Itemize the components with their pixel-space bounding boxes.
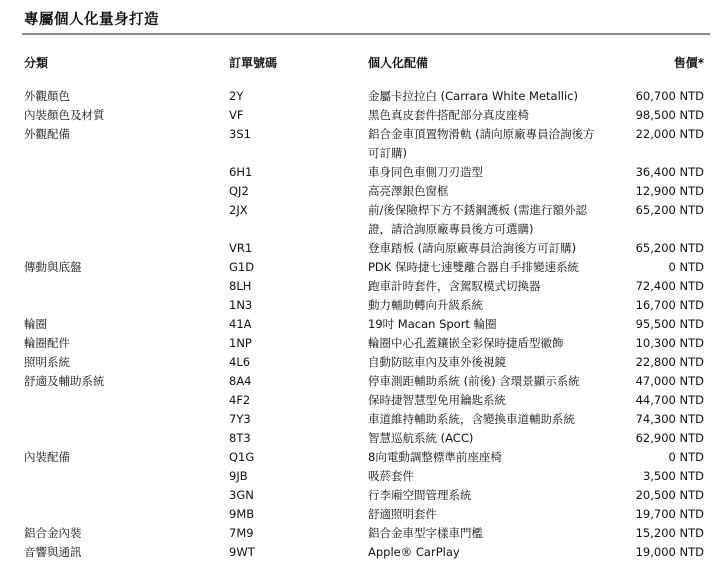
- row-code: 4F2: [229, 393, 251, 407]
- row-price: 19,000 NTD: [635, 545, 704, 559]
- table-row: [0, 87, 720, 106]
- page-title: 專屬個人化量身打造: [24, 12, 159, 28]
- row-code: 4L6: [229, 355, 251, 369]
- table-row: [0, 315, 720, 334]
- table-row: [0, 125, 720, 163]
- row-option: 高亮澤銀色窗框: [368, 184, 449, 198]
- row-code: 7M9: [229, 526, 254, 540]
- row-code: 41A: [229, 317, 252, 331]
- row-code: 8A4: [229, 374, 252, 388]
- row-code: 1NP: [229, 336, 252, 350]
- row-option: 鋁合金車頂置物滑軌 (請向原廠專員洽詢後方可訂購): [368, 127, 595, 160]
- row-option: 車道維持輔助系統，含變換車道輔助系統: [368, 412, 575, 426]
- table-row: [0, 334, 720, 353]
- row-code: 6H1: [229, 165, 253, 179]
- table-row: [0, 239, 720, 258]
- row-option: 黑色真皮套件搭配部分真皮座椅: [368, 108, 529, 122]
- header-code: 訂單號碼: [229, 56, 278, 70]
- row-code: 2Y: [229, 89, 244, 103]
- table-row: [0, 429, 720, 448]
- row-category: 輪圈: [24, 317, 47, 331]
- row-category: 照明系統: [24, 355, 70, 369]
- row-code: 8T3: [229, 431, 251, 445]
- row-price: 3,500 NTD: [642, 469, 704, 483]
- row-category: 內裝配備: [24, 450, 70, 464]
- row-category: 傳動與底盤: [24, 260, 82, 274]
- table-row: [0, 391, 720, 410]
- table-row: [0, 505, 720, 524]
- row-category: 輪圈配件: [24, 336, 70, 350]
- table-row: [0, 106, 720, 125]
- row-code: G1D: [229, 260, 255, 274]
- row-code: Q1G: [229, 450, 255, 464]
- row-price: 62,900 NTD: [635, 431, 704, 445]
- row-option: 行李廂空間管理系統: [368, 488, 472, 502]
- row-option: 19吋 Macan Sport 輪圈: [368, 317, 497, 331]
- row-code: 3S1: [229, 127, 251, 141]
- table-row: [0, 296, 720, 315]
- row-code: VF: [229, 108, 244, 122]
- row-option: 停車測距輔助系統 (前後) 含環景顯示系統: [368, 374, 580, 388]
- row-price: 20,500 NTD: [635, 488, 704, 502]
- table-row: [0, 524, 720, 543]
- row-price: 22,800 NTD: [635, 355, 704, 369]
- row-price: 10,300 NTD: [635, 336, 704, 350]
- row-option: 跑車計時套件，含駕馭模式切換器: [368, 279, 541, 293]
- row-price: 95,500 NTD: [635, 317, 704, 331]
- table-row: [0, 258, 720, 277]
- row-code: 8LH: [229, 279, 252, 293]
- row-option: 保時捷智慧型免用鑰匙系統: [368, 393, 506, 407]
- row-price: 65,200 NTD: [635, 203, 704, 217]
- row-option: 吸菸套件: [368, 469, 414, 483]
- row-price: 15,200 NTD: [635, 526, 704, 540]
- row-code: VR1: [229, 241, 253, 255]
- row-code: 9JB: [229, 469, 248, 483]
- table-row: [0, 543, 720, 562]
- row-option: 輪圈中心孔蓋鑲嵌全彩保時捷盾型徽飾: [368, 336, 564, 350]
- table-row: [0, 163, 720, 182]
- row-price: 72,400 NTD: [635, 279, 704, 293]
- header-category: 分類: [24, 56, 49, 70]
- row-price: 47,000 NTD: [635, 374, 704, 388]
- row-code: 9WT: [229, 545, 255, 559]
- row-option: 登車踏板 (請向原廠專員洽詢後方可訂購): [368, 241, 577, 255]
- row-category: 舒適及輔助系統: [24, 374, 105, 388]
- row-option: Apple® CarPlay: [368, 545, 460, 559]
- row-category: 內裝顏色及材質: [24, 108, 105, 122]
- row-category: 音響與通訊: [24, 545, 82, 559]
- row-price: 65,200 NTD: [635, 241, 704, 255]
- row-code: 2JX: [229, 203, 248, 217]
- table-row: [0, 182, 720, 201]
- row-price: 98,500 NTD: [635, 108, 704, 122]
- row-category: 外觀配備: [24, 127, 70, 141]
- table-row: [0, 486, 720, 505]
- table-row: [0, 353, 720, 372]
- row-option: 自動防眩車內及車外後視鏡: [368, 355, 506, 369]
- row-option: 前/後保險桿下方不銹鋼護板 (需進行額外認證，請洽詢原廠專員後方可選購): [368, 203, 588, 236]
- row-option: 車身同色車側刀刃造型: [368, 165, 483, 179]
- row-price: 16,700 NTD: [635, 298, 704, 312]
- row-price: 0 NTD: [668, 260, 704, 274]
- row-price: 36,400 NTD: [635, 165, 704, 179]
- row-price: 60,700 NTD: [635, 89, 704, 103]
- header-price: 售價*: [673, 56, 704, 70]
- row-price: 0 NTD: [668, 450, 704, 464]
- row-price: 22,000 NTD: [635, 127, 704, 141]
- table-row: [0, 201, 720, 239]
- table-row: [0, 467, 720, 486]
- row-option: 鋁合金車型字樣車門檻: [368, 526, 483, 540]
- row-code: QJ2: [229, 184, 249, 198]
- table-row: [0, 277, 720, 296]
- row-code: 9MB: [229, 507, 255, 521]
- table-header: [0, 54, 720, 73]
- options-table-body: [0, 87, 720, 562]
- table-row: [0, 410, 720, 429]
- row-price: 12,900 NTD: [635, 184, 704, 198]
- row-price: 74,300 NTD: [635, 412, 704, 426]
- row-option: 8向電動調整標準前座座椅: [368, 450, 502, 464]
- row-option: 動力輔助轉向升級系統: [368, 298, 483, 312]
- row-option: 舒適照明套件: [368, 507, 437, 521]
- row-code: 1N3: [229, 298, 253, 312]
- row-code: 3GN: [229, 488, 254, 502]
- row-category: 鋁合金內裝: [24, 526, 82, 540]
- row-price: 44,700 NTD: [635, 393, 704, 407]
- row-option: 智慧巡航系統 (ACC): [368, 431, 474, 445]
- row-option: 金屬卡拉拉白 (Carrara White Metallic): [368, 89, 578, 103]
- row-category: 外觀顏色: [24, 89, 70, 103]
- row-option: PDK 保時捷七速雙離合器自手排變速系統: [368, 260, 579, 274]
- header-option: 個人化配備: [368, 56, 429, 70]
- title-divider: [22, 33, 710, 35]
- table-row: [0, 448, 720, 467]
- row-code: 7Y3: [229, 412, 251, 426]
- table-row: [0, 372, 720, 391]
- row-price: 19,700 NTD: [635, 507, 704, 521]
